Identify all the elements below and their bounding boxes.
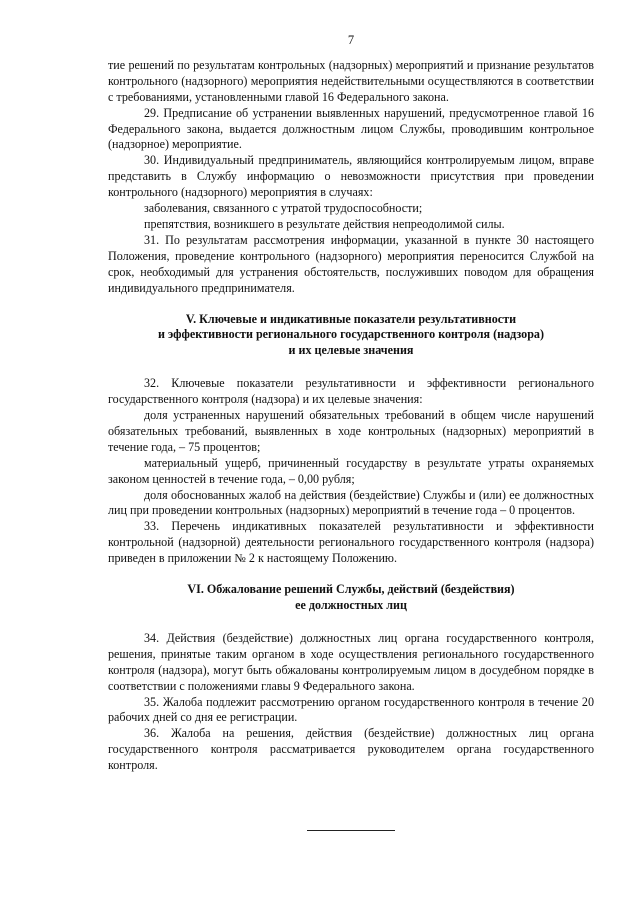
document-page bbox=[108, 33, 594, 774]
paragraph-30-case-2: препятствия, возникшего в результате действия непреодолимой силы. bbox=[144, 216, 505, 231]
paragraph-36: 36. Жалоба на решения, действия (бездействие) должностных лиц органа государственного контроля рассматривается руководителем органа государственного контроля. bbox=[108, 726, 594, 773]
paragraph-32-indicator-2: материальный ущерб, причиненный государству в результате утраты охраняемых законом ценностей в течение года, – 0,00 рубля; bbox=[108, 455, 594, 486]
section-5-heading-line: и эффективности регионального государственного контроля (надзора) bbox=[157, 327, 545, 342]
paragraph-32: 32. Ключевые показатели результативности и эффективности регионального государственного контроля (надзора) и их целевые значения: bbox=[108, 376, 594, 407]
section-6-heading-line: ее должностных лиц bbox=[295, 598, 407, 612]
paragraph-33: 33. Перечень индикативных показателей результативности и эффективности контрольной (надзорной) деятельности регионального государственного контроля (надзора) приведен в приложении № 2 к настоящему Положению. bbox=[108, 519, 594, 566]
section-5-heading-line: V. Ключевые и индикативные показатели результативности bbox=[185, 311, 517, 326]
paragraph-29: 29. Предписание об устранении выявленных нарушений, предусмотренное главой 16 Федерального закона, выдается должностным лицом Службы, проводившим контрольное (надзорное) мероприятие. bbox=[108, 105, 594, 152]
paragraph-30-case-1: заболевания, связанного с утратой трудоспособности; bbox=[144, 201, 423, 216]
continuation-paragraph: тие решений по результатам контрольных (надзорных) мероприятий и признание результатов контрольного (надзорного) мероприятия недействительными осуществляются в соответствии с требованиями, установленными главой 16 Федерального закона. bbox=[108, 57, 594, 104]
closing-rule bbox=[307, 830, 395, 831]
section-6-heading bbox=[108, 582, 594, 614]
paragraph-32-indicator-3: доля обоснованных жалоб на действия (бездействие) Службы и (или) ее должностных лиц при проведении контрольных (надзорных) мероприятий в течение года – 0 процентов. bbox=[108, 487, 594, 518]
page-number: 7 bbox=[347, 33, 355, 47]
section-5-heading-line: и их целевые значения bbox=[288, 343, 414, 358]
paragraph-34: 34. Действия (бездействие) должностных лиц органа государственного контроля, решения, принятые таким органом в ходе осуществления регионального государственного контроля (надзора), могут быть обжалованы контролируемым лицом в досудебном порядке в соответствии с положениями главы 9 Федерального закона. bbox=[108, 630, 594, 693]
section-5-heading bbox=[108, 312, 594, 360]
paragraph-31: 31. По результатам рассмотрения информации, указанной в пункте 30 настоящего Положения, проведение контрольного (надзорного) мероприятия переносится Службой на срок, необходимый для устранения обстоятельств, послуживших поводом для обращения индивидуального предпринимателя. bbox=[108, 232, 594, 295]
paragraph-35: 35. Жалоба подлежит рассмотрению органом государственного контроля в течение 20 рабочих дней со дня ее регистрации. bbox=[108, 694, 594, 725]
paragraph-32-indicator-1: доля устраненных нарушений обязательных требований в общем числе нарушений обязательных требований, выявленных в ходе контрольных (надзорных) мероприятий в течение года, – 75 процентов; bbox=[108, 408, 594, 454]
paragraph-30: 30. Индивидуальный предприниматель, являющийся контролируемым лицом, вправе представить в Службу информацию о невозможности присутствия при проведении контрольного (надзорного) мероприятия в случаях: bbox=[108, 153, 594, 200]
section-6-heading-line: VI. Обжалование решений Службы, действий (бездействия) bbox=[187, 582, 515, 597]
